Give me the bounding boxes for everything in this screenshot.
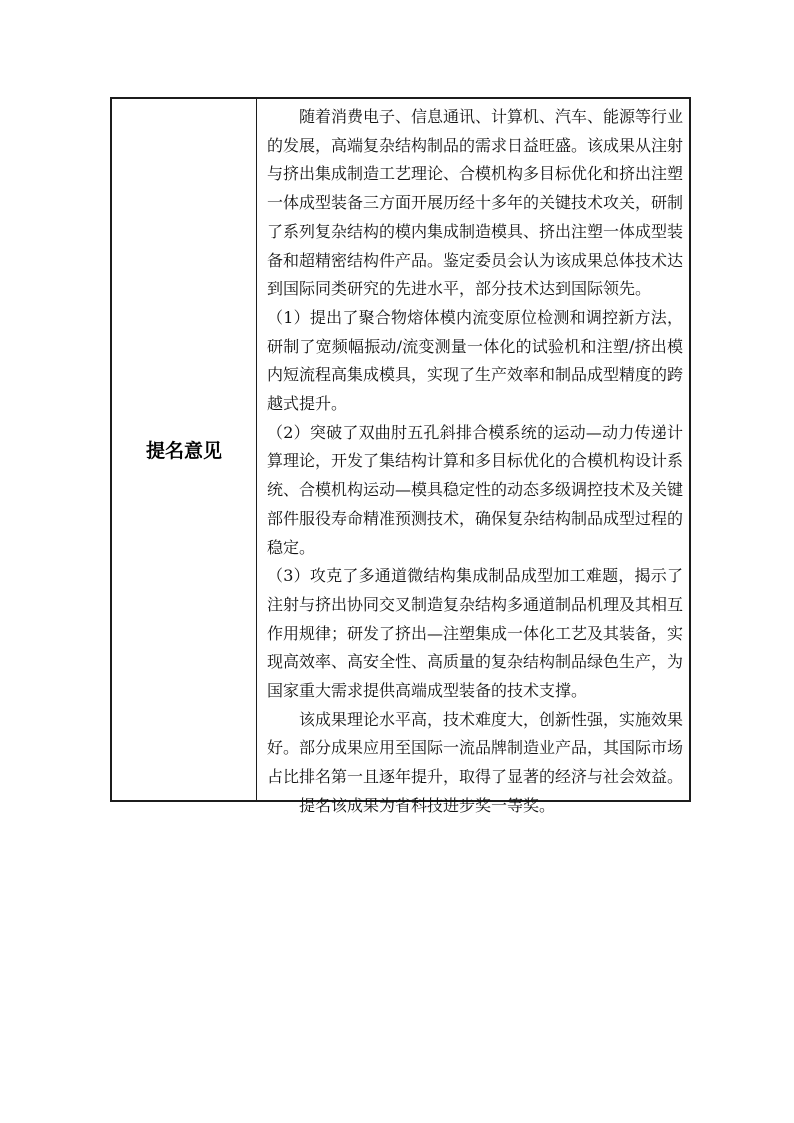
opinion-paragraph-intro: 随着消费电子、信息通讯、计算机、汽车、能源等行业的发展，高端复杂结构制品的需求日益旺盛。该成果从注射与挤出集成制造工艺理论、合模机构多目标优化和挤出注塑一体成型装备三方面开展历经十多年的关键技术攻关，研制了系列复杂结构的模内集成制造模具、挤出注塑一体成型装备和超精密结构件产品。鉴定委员会认为该成果总体技术达到国际同类研究的先进水平，部分技术达到国际领先。	[267, 107, 684, 299]
row-label-cell	[112, 99, 257, 800]
opinion-paragraph-point-1: （1）提出了聚合物熔体模内流变原位检测和调控新方法，研制了宽频幅振动/流变测量一体化的试验机和注塑/挤出模内短流程高集成模具，实现了生产效率和制品成型精度的跨越式提升。	[267, 307, 684, 414]
row-label: 提名意见	[145, 440, 222, 462]
opinion-paragraph-summary: 该成果理论水平高，技术难度大，创新性强，实施效果好。部分成果应用至国际一流品牌制造业产品，其国际市场占比排名第一且逐年提升，取得了显著的经济与社会效益。	[267, 709, 684, 787]
opinion-content-cell	[257, 99, 689, 815]
opinion-paragraph-point-2: （2）突破了双曲肘五孔斜排合模系统的运动—动力传递计算理论，开发了集结构计算和多目标优化的合模机构设计系统、合模机构运动—模具稳定性的动态多级调控技术及关键部件服役寿命精准预测技术，确保复杂结构制品成型过程的稳定。	[267, 422, 684, 557]
nomination-opinion-table	[110, 97, 691, 815]
opinion-paragraph-point-3: （3）攻克了多通道微结构集成制品成型加工难题，揭示了注射与挤出协同交叉制造复杂结构多通道制品机理及其相互作用规律；研发了挤出—注塑集成一体化工艺及其装备，实现高效率、高安全性、高质量的复杂结构制品绿色生产，为国家重大需求提供高端成型装备的技术支撑。	[267, 566, 684, 701]
opinion-paragraph-recommendation: 提名该成果为省科技进步奖一等奖。	[299, 795, 556, 815]
